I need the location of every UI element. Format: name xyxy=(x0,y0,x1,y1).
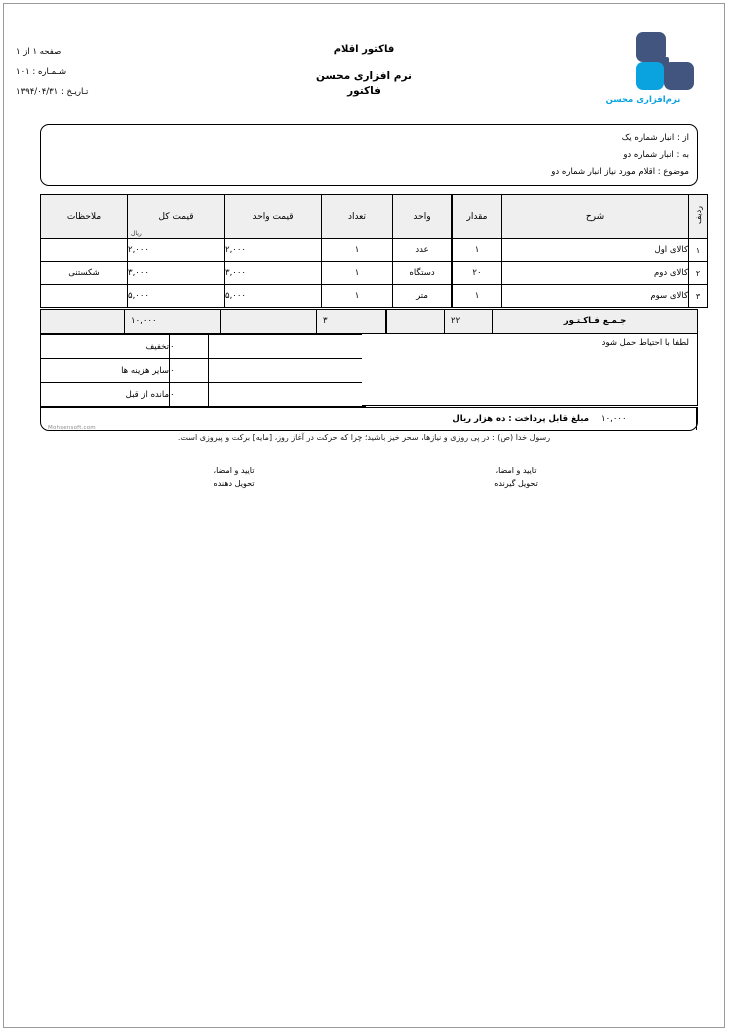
cell-meqdar: ۱ xyxy=(452,239,502,262)
summary-meqdar-total: ۲۲ xyxy=(445,310,493,333)
adjustment-blank xyxy=(209,383,366,407)
cell-meqdar: ۱ xyxy=(452,285,502,308)
cell-tedad: ۱ xyxy=(322,239,393,262)
payable-label: مبلغ قابل پرداخت : ده هزار ریال xyxy=(452,414,589,424)
summary-unit-price-blank xyxy=(221,310,317,333)
company-logo xyxy=(590,30,696,112)
cell-sharh: کالای سوم xyxy=(502,285,689,308)
subject-row xyxy=(551,164,689,181)
cell-vahed: متر xyxy=(393,285,453,308)
signature-receiver-line1: تایید و امضا، xyxy=(495,466,537,475)
note-text: لطفا با احتیاط حمل شود xyxy=(601,338,689,348)
list-item xyxy=(41,335,366,359)
cell-sharh: کالای دوم xyxy=(502,262,689,285)
cell-sharh: کالای اول xyxy=(502,239,689,262)
items-table xyxy=(40,194,708,308)
cell-radif: ۱ xyxy=(689,239,708,262)
adjustment-blank xyxy=(209,359,366,383)
header-total-price xyxy=(128,195,225,239)
subject-label: موضوع : xyxy=(657,167,689,177)
cell-meqdar: ۲۰ xyxy=(452,262,502,285)
from-row xyxy=(551,130,689,147)
adjustment-label: مانده از قبل xyxy=(41,383,170,407)
adjustment-value: ۰ xyxy=(170,383,209,407)
payable-row xyxy=(40,407,698,431)
logo-square-bottom-left xyxy=(636,62,664,90)
cell-unit-price: ۳,۰۰۰ xyxy=(225,262,322,285)
to-label: به : xyxy=(676,150,689,160)
cell-tedad: ۱ xyxy=(322,285,393,308)
summary-row xyxy=(40,309,698,334)
invoice-sheet xyxy=(4,4,724,1027)
items-header-row xyxy=(41,195,708,239)
adjustment-blank xyxy=(209,335,366,359)
adjustment-label: تخفیف xyxy=(41,335,170,359)
header-tedad: تعداد xyxy=(322,195,393,239)
watermark: Mohsensoft.com xyxy=(48,425,96,431)
signature-sender-line1: تایید و امضا، xyxy=(213,466,255,475)
cell-radif: ۲ xyxy=(689,262,708,285)
from-to-lines xyxy=(551,130,689,181)
summary-vahed-blank xyxy=(387,310,445,333)
items-table-head xyxy=(41,195,708,239)
cell-molahezat: شکستنی xyxy=(41,262,128,285)
table-row xyxy=(41,239,708,262)
signature-receiver-line2: تحویل گیرنده xyxy=(494,479,538,488)
from-label: از : xyxy=(676,133,689,143)
logo-square-bottom-right xyxy=(664,62,694,90)
cell-radif: ۳ xyxy=(689,285,708,308)
cell-vahed: عدد xyxy=(393,239,453,262)
subject-value: اقلام مورد نیاز انبار شماره دو xyxy=(551,167,656,177)
adjustments-body xyxy=(41,335,366,407)
cell-unit-price: ۵,۰۰۰ xyxy=(225,285,322,308)
cell-molahezat xyxy=(41,285,128,308)
items-table-body xyxy=(41,239,708,308)
quote-text: رسول خدا (ص) : در پی روزی و نیازها، سحر خیز باشید؛ چرا که حرکت در آغاز روز، [مایه] برکت و پیروزی است. xyxy=(177,433,551,442)
header-total-price-label: قیمت کل xyxy=(158,211,194,222)
cell-total-price: ۵,۰۰۰ xyxy=(128,285,225,308)
header-vahed: واحد xyxy=(393,195,453,239)
payable-amount: ۱۰,۰۰۰ xyxy=(591,408,697,430)
header-total-price-unit: ریال xyxy=(131,230,142,237)
signature-sender-line2: تحویل دهنده xyxy=(213,479,255,488)
cell-molahezat xyxy=(41,239,128,262)
adjustment-label: سایر هزینه ها xyxy=(41,359,170,383)
document-date: تـاریـخ : ۱۳۹۴/۰۴/۳۱ xyxy=(16,87,89,97)
signature-receiver xyxy=(456,464,576,490)
document-number: شـمـاره : ۱۰۱ xyxy=(16,67,67,77)
summary-notes-blank xyxy=(39,310,125,333)
logo-icon xyxy=(590,30,696,92)
summary-total-price: ۱۰,۰۰۰ xyxy=(125,310,221,333)
header-sharh: شرح xyxy=(502,195,689,239)
summary-tedad-total: ۳ xyxy=(317,310,387,333)
adjustments-table xyxy=(40,334,366,407)
cell-vahed: دستگاه xyxy=(393,262,453,285)
page-title: فاکتور اقلام xyxy=(333,44,395,55)
header-radif-label: ردیف xyxy=(693,206,703,224)
to-value: انبار شماره دو xyxy=(623,150,674,160)
from-value: انبار شماره یک xyxy=(621,133,675,143)
logo-caption: نرم‌افزاری محسن xyxy=(605,95,681,105)
table-row xyxy=(41,262,708,285)
header-radif xyxy=(689,195,708,239)
cell-unit-price: ۲,۰۰۰ xyxy=(225,239,322,262)
page-indicator: صفحه ۱ از ۱ xyxy=(16,47,62,57)
list-item xyxy=(41,359,366,383)
cell-total-price: ۳,۰۰۰ xyxy=(128,262,225,285)
header-unit-price: قیمت واحد xyxy=(225,195,322,239)
note-area xyxy=(362,334,698,406)
to-row xyxy=(551,147,689,164)
document-type-title: فاکتور xyxy=(347,85,381,97)
header-molahezat: ملاحظات xyxy=(41,195,128,239)
table-row xyxy=(41,285,708,308)
cell-total-price: ۲,۰۰۰ xyxy=(128,239,225,262)
from-to-box xyxy=(40,124,698,186)
list-item xyxy=(41,383,366,407)
adjustment-value: ۰ xyxy=(170,359,209,383)
company-name: نرم افزاری محسن xyxy=(316,70,412,82)
summary-title: جـمـع فـاکـتـور xyxy=(563,316,627,326)
invoice-page xyxy=(3,3,725,1028)
signature-sender xyxy=(174,464,294,490)
adjustment-value: ۰ xyxy=(170,335,209,359)
header-meqdar: مقدار xyxy=(452,195,502,239)
cell-tedad: ۱ xyxy=(322,262,393,285)
